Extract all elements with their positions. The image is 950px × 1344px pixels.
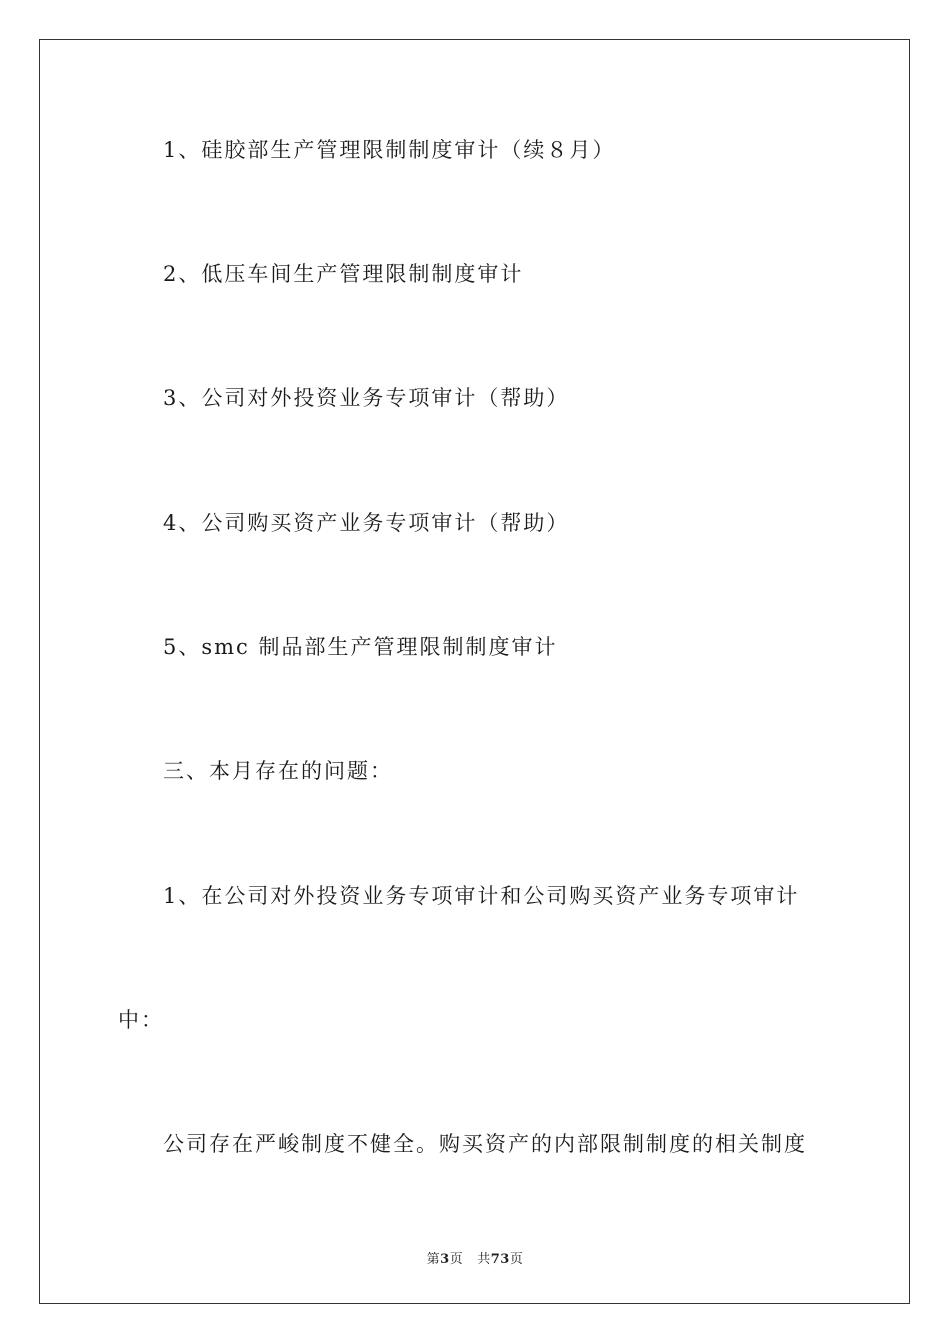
paragraph-line: 公司存在严峻制度不健全。购买资产的内部限制制度的相关制度 xyxy=(163,1132,807,1156)
paragraph-line: 3、公司对外投资业务专项审计（帮助） xyxy=(163,386,570,410)
total-suffix: 页 xyxy=(509,1252,524,1267)
page-number: 3 xyxy=(440,1252,450,1267)
page-footer xyxy=(0,1248,950,1267)
page-border xyxy=(39,39,910,1304)
page-prefix: 第 xyxy=(426,1252,441,1267)
paragraph-line: 1、在公司对外投资业务专项审计和公司购买资产业务专项审计 xyxy=(163,884,800,908)
paragraph-line: 4、公司购买资产业务专项审计（帮助） xyxy=(163,511,570,535)
total-prefix: 共 xyxy=(477,1252,491,1267)
section-heading: 三、本月存在的问题： xyxy=(163,759,393,783)
paragraph-line: 2、低压车间生产管理限制制度审计 xyxy=(163,262,524,286)
total-pages: 73 xyxy=(490,1252,510,1267)
page-suffix: 页 xyxy=(449,1252,464,1267)
paragraph-line: 5、smc 制品部生产管理限制制度审计 xyxy=(163,635,558,659)
paragraph-line: 中： xyxy=(118,1008,164,1032)
paragraph-line: 1、硅胶部生产管理限制制度审计（续８月） xyxy=(163,138,616,162)
